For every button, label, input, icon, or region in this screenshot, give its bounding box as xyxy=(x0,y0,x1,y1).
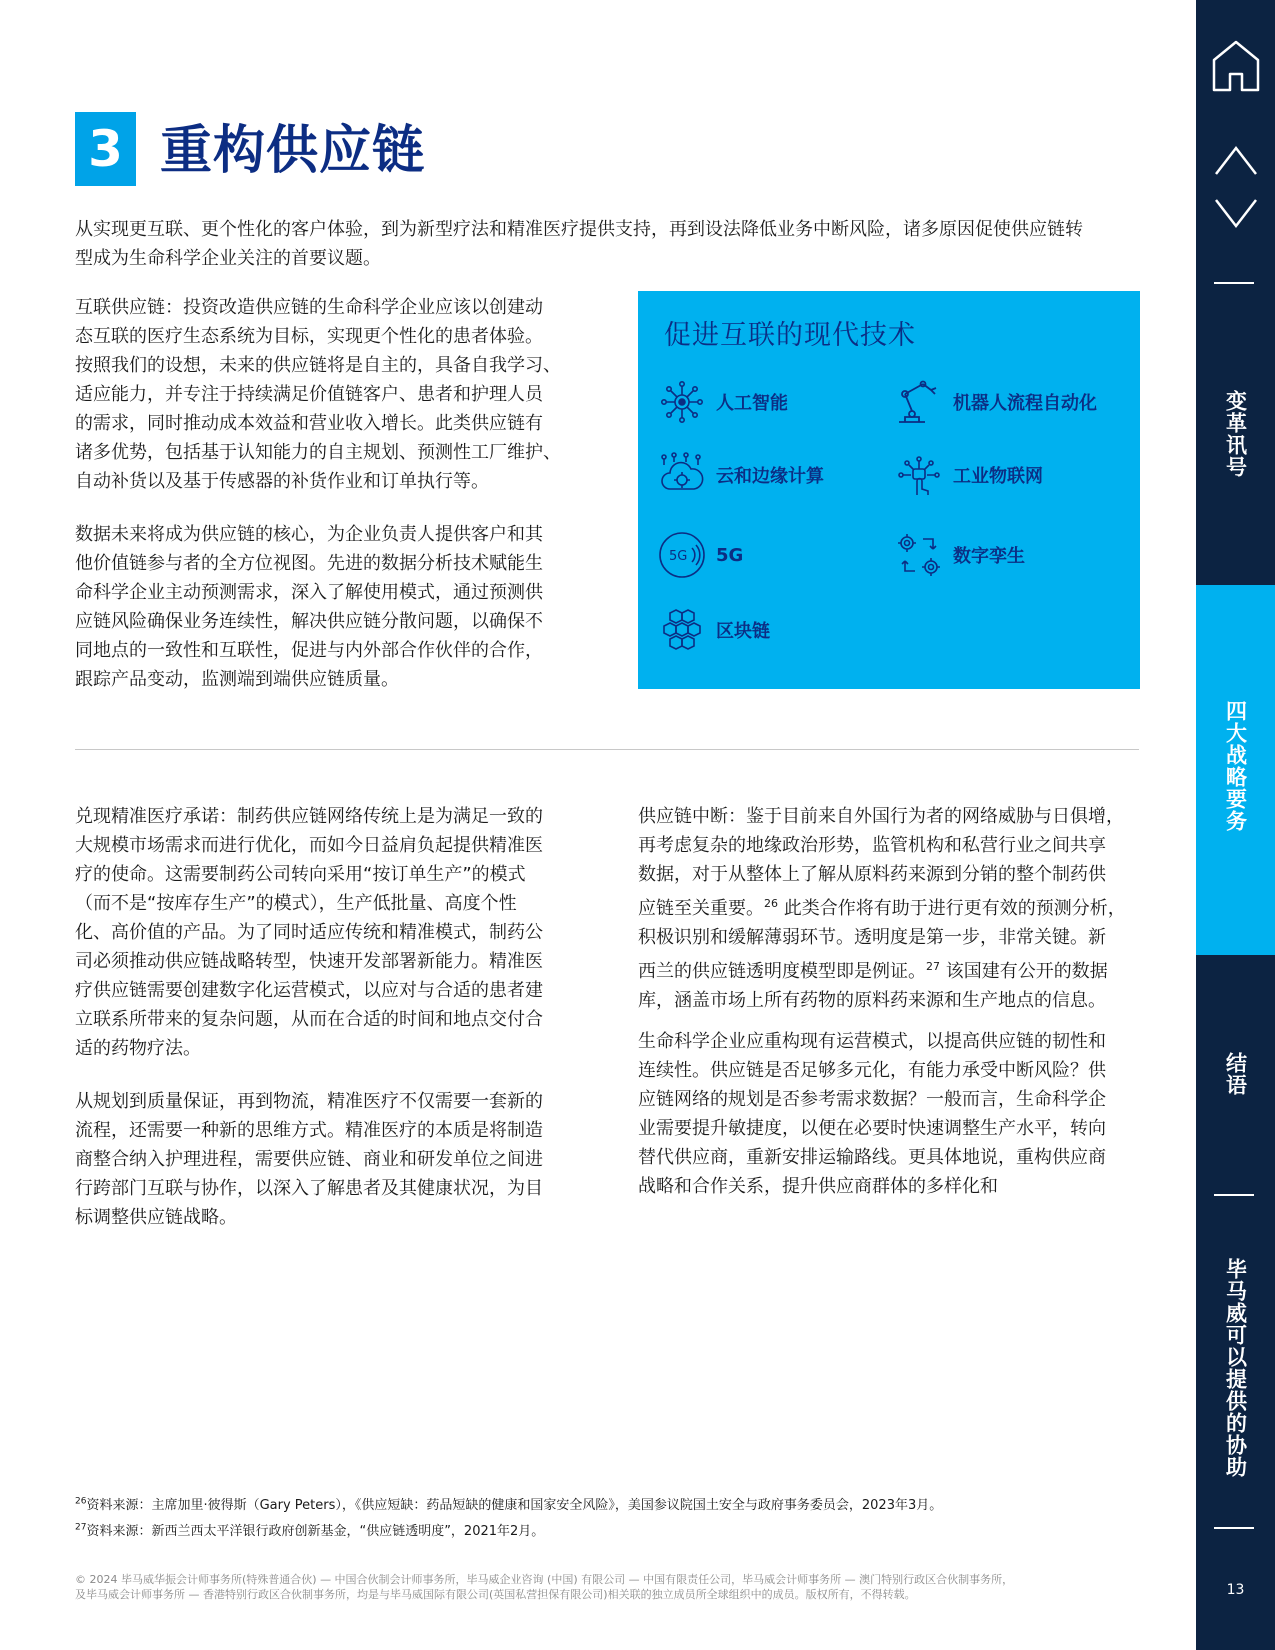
tech-item-rpa xyxy=(893,376,1097,428)
tech-item-iiot xyxy=(893,449,1043,501)
connected-supply-chain-paragraph: 互联供应链：投资改造供应链的生命科学企业应该以创建动 态互联的医疗生态系统为目标，实现更个性化的患者体验。 按照我们的设想，未来的供应链将是自主的，具备自我学习、 适应能力，并专注于持续满足价值链客户、患者和护理人员 的需求，同时推动成本效益和营业收入增长。此类供应链有 诸多优势，包括基于认知能力的自主规划、预测性工厂维护、 自动补货以及基于传感器的补货作业和订单执行等。 xyxy=(75,297,561,492)
tech-item-blockchain xyxy=(656,604,770,656)
chevron-up-icon[interactable] xyxy=(1210,140,1262,180)
tech-label: 数字孪生 xyxy=(953,546,1025,567)
supply-chain-disruption-paragraph xyxy=(638,802,1158,1015)
tech-label: 云和边缘计算 xyxy=(716,466,824,487)
footnote-number: 27 xyxy=(75,1522,87,1533)
section-number: 3 xyxy=(75,112,136,186)
modern-tech-box xyxy=(638,291,1140,689)
tech-item-ai xyxy=(656,376,788,428)
intro-paragraph: 从实现更互联、更个性化的客户体验，到为新型疗法和精准医疗提供支持，再到设法降低业务中断风险，诸多原因促使供应链转 型成为生命科学企业关注的首要议题。 xyxy=(75,219,1083,269)
footnote-26 xyxy=(75,1494,942,1513)
legal-notice: © 2024 毕马威华振会计师事务所(特殊普通合伙) — 中国合伙制会计师事务所，毕马威企业咨询 (中国) 有限公司 — 中国有限责任公司，毕马威会计师事务所 — 澳门特别行政区合伙制事务所， 及毕马威会计师事务所 — 香港特别行政区合伙制事务所，均是与毕马威国际有限公司(英国私营担保有限公司)相关联的独立成员所全球组织中的成员。版权所有，不得转载。 xyxy=(75,1573,1014,1601)
footnote-text: 资料来源：主席加里·彼得斯（Gary Peters），《供应短缺：药品短缺的健康和国家安全风险》，美国参议院国土安全与政府事务委员会，2023年3月。 xyxy=(86,1498,943,1513)
ai-icon xyxy=(656,376,708,428)
nav-divider xyxy=(1214,282,1254,284)
footnote-27 xyxy=(75,1520,544,1539)
tech-label: 人工智能 xyxy=(716,393,788,414)
nav-item-conclusion[interactable] xyxy=(1196,1052,1275,1096)
section-divider xyxy=(75,749,1139,750)
nav-item-label: 结语 xyxy=(1223,1052,1248,1096)
5g-icon xyxy=(656,529,708,581)
disruption-text-b: 此类合作将有助于进行更有效的预测分析， 积极识别和缓解薄弱环节。透明度是第一步，非常关键。新 西兰的供应链透明度模型即是例证。 xyxy=(638,898,1126,982)
nav-divider xyxy=(1214,1527,1254,1529)
nav-item-signals[interactable] xyxy=(1196,390,1275,478)
footnote-ref-27[interactable]: 27 xyxy=(926,960,940,973)
tech-item-cloud-edge xyxy=(656,449,824,501)
nav-divider xyxy=(1214,1194,1254,1196)
cloud-gear-icon xyxy=(656,449,708,501)
data-core-paragraph: 数据未来将成为供应链的核心，为企业负责人提供客户和其 他价值链参与者的全方位视图。先进的数据分析技术赋能生 命科学企业主动预测需求，深入了解使用模式，通过预测供 应链风险确保业务连续性，解决供应链分散问题，以确保不 同地点的一致性和互联性，促进与内外部合作伙伴的合作， 跟踪产品变动，监测端到端供应链质量。 xyxy=(75,524,543,690)
blockchain-icon xyxy=(656,604,708,656)
nav-item-how-kpmg-can-help[interactable] xyxy=(1196,1258,1275,1478)
nav-item-label: 四大战略要务 xyxy=(1223,700,1248,832)
planning-to-logistics-paragraph: 从规划到质量保证，再到物流，精准医疗不仅需要一套新的 流程，还需要一种新的思维方式。精准医疗的本质是将制造 商整合纳入护理进程，需要供应链、商业和研发单位之间进 行跨部门互联与协作，以深入了解患者及其健康状况，为目 标调整供应链战略。 xyxy=(75,1091,543,1228)
page-number: 13 xyxy=(1226,1582,1245,1598)
iot-hand-icon xyxy=(893,449,945,501)
home-icon[interactable] xyxy=(1210,38,1262,94)
tech-label: 5G xyxy=(716,544,744,566)
tech-item-5g xyxy=(656,529,743,581)
nav-item-label: 变革讯号 xyxy=(1223,390,1248,478)
tech-label: 区块链 xyxy=(716,621,770,642)
5g-icon-text: 5G xyxy=(669,549,688,564)
digital-twin-icon xyxy=(893,529,945,581)
tech-label: 机器人流程自动化 xyxy=(953,393,1097,414)
disruption-text-c: 该国建有公开的数据 库，涵盖市场上所有药物的原料药来源和生产地点的信息。 xyxy=(638,961,1108,1011)
nav-item-label: 毕马威可以提供的协助 xyxy=(1223,1258,1248,1478)
precision-medicine-paragraph: 兑现精准医疗承诺：制药供应链网络传统上是为满足一致的 大规模市场需求而进行优化，而如今日益肩负起提供精准医 疗的使命。这需要制药公司转向采用“按订单生产”的模式 （而不是“按库存生产”的模式），生产低批量、高度个性 化、高价值的产品。为了同时适应传统和精准模式，制药公 司必须推动供应链战略转型，快速开发部署新能力。精准医 疗供应链需要创建数字化运营模式，以应对与合适的患者建 立联系所带来的复杂问题，从而在合适的时间和地点交付合 适的药物疗法。 xyxy=(75,806,543,1059)
section-title: 重构供应链 xyxy=(160,121,426,181)
disruption-text-a: 供应链中断：鉴于目前来自外国行为者的网络威胁与日俱增， 再考虑复杂的地缘政治形势，监管机构和私营行业之间共享 数据，对于从整体上了解从原料药来源到分销的整个制药供 应链至关重要。 xyxy=(638,806,1124,919)
tech-label: 工业物联网 xyxy=(953,466,1043,487)
restructure-operating-model-paragraph: 生命科学企业应重构现有运营模式，以提高供应链的韧性和 连续性。供应链是否足够多元化，有能力承受中断风险？供 应链网络的规划是否参考需求数据？一般而言，生命科学企 业需要提升敏捷度，以便在必要时快速调整生产水平，转向 替代供应商，重新安排运输路线。更具体地说，重构供应商 战略和合作关系，提升供应商群体的多样化和 xyxy=(638,1031,1106,1197)
tech-item-digital-twin xyxy=(893,529,1025,581)
robot-arm-icon xyxy=(893,376,945,428)
chevron-down-icon[interactable] xyxy=(1210,194,1262,234)
nav-sidebar xyxy=(1196,0,1275,1650)
footnote-text: 资料来源：新西兰西太平洋银行政府创新基金，“供应链透明度”，2021年2月。 xyxy=(86,1524,545,1539)
tech-box-title: 促进互联的现代技术 xyxy=(664,320,916,351)
nav-item-strategic-imperatives[interactable] xyxy=(1196,700,1275,832)
footnote-number: 26 xyxy=(75,1496,87,1507)
footnote-ref-26[interactable]: 26 xyxy=(764,897,778,910)
